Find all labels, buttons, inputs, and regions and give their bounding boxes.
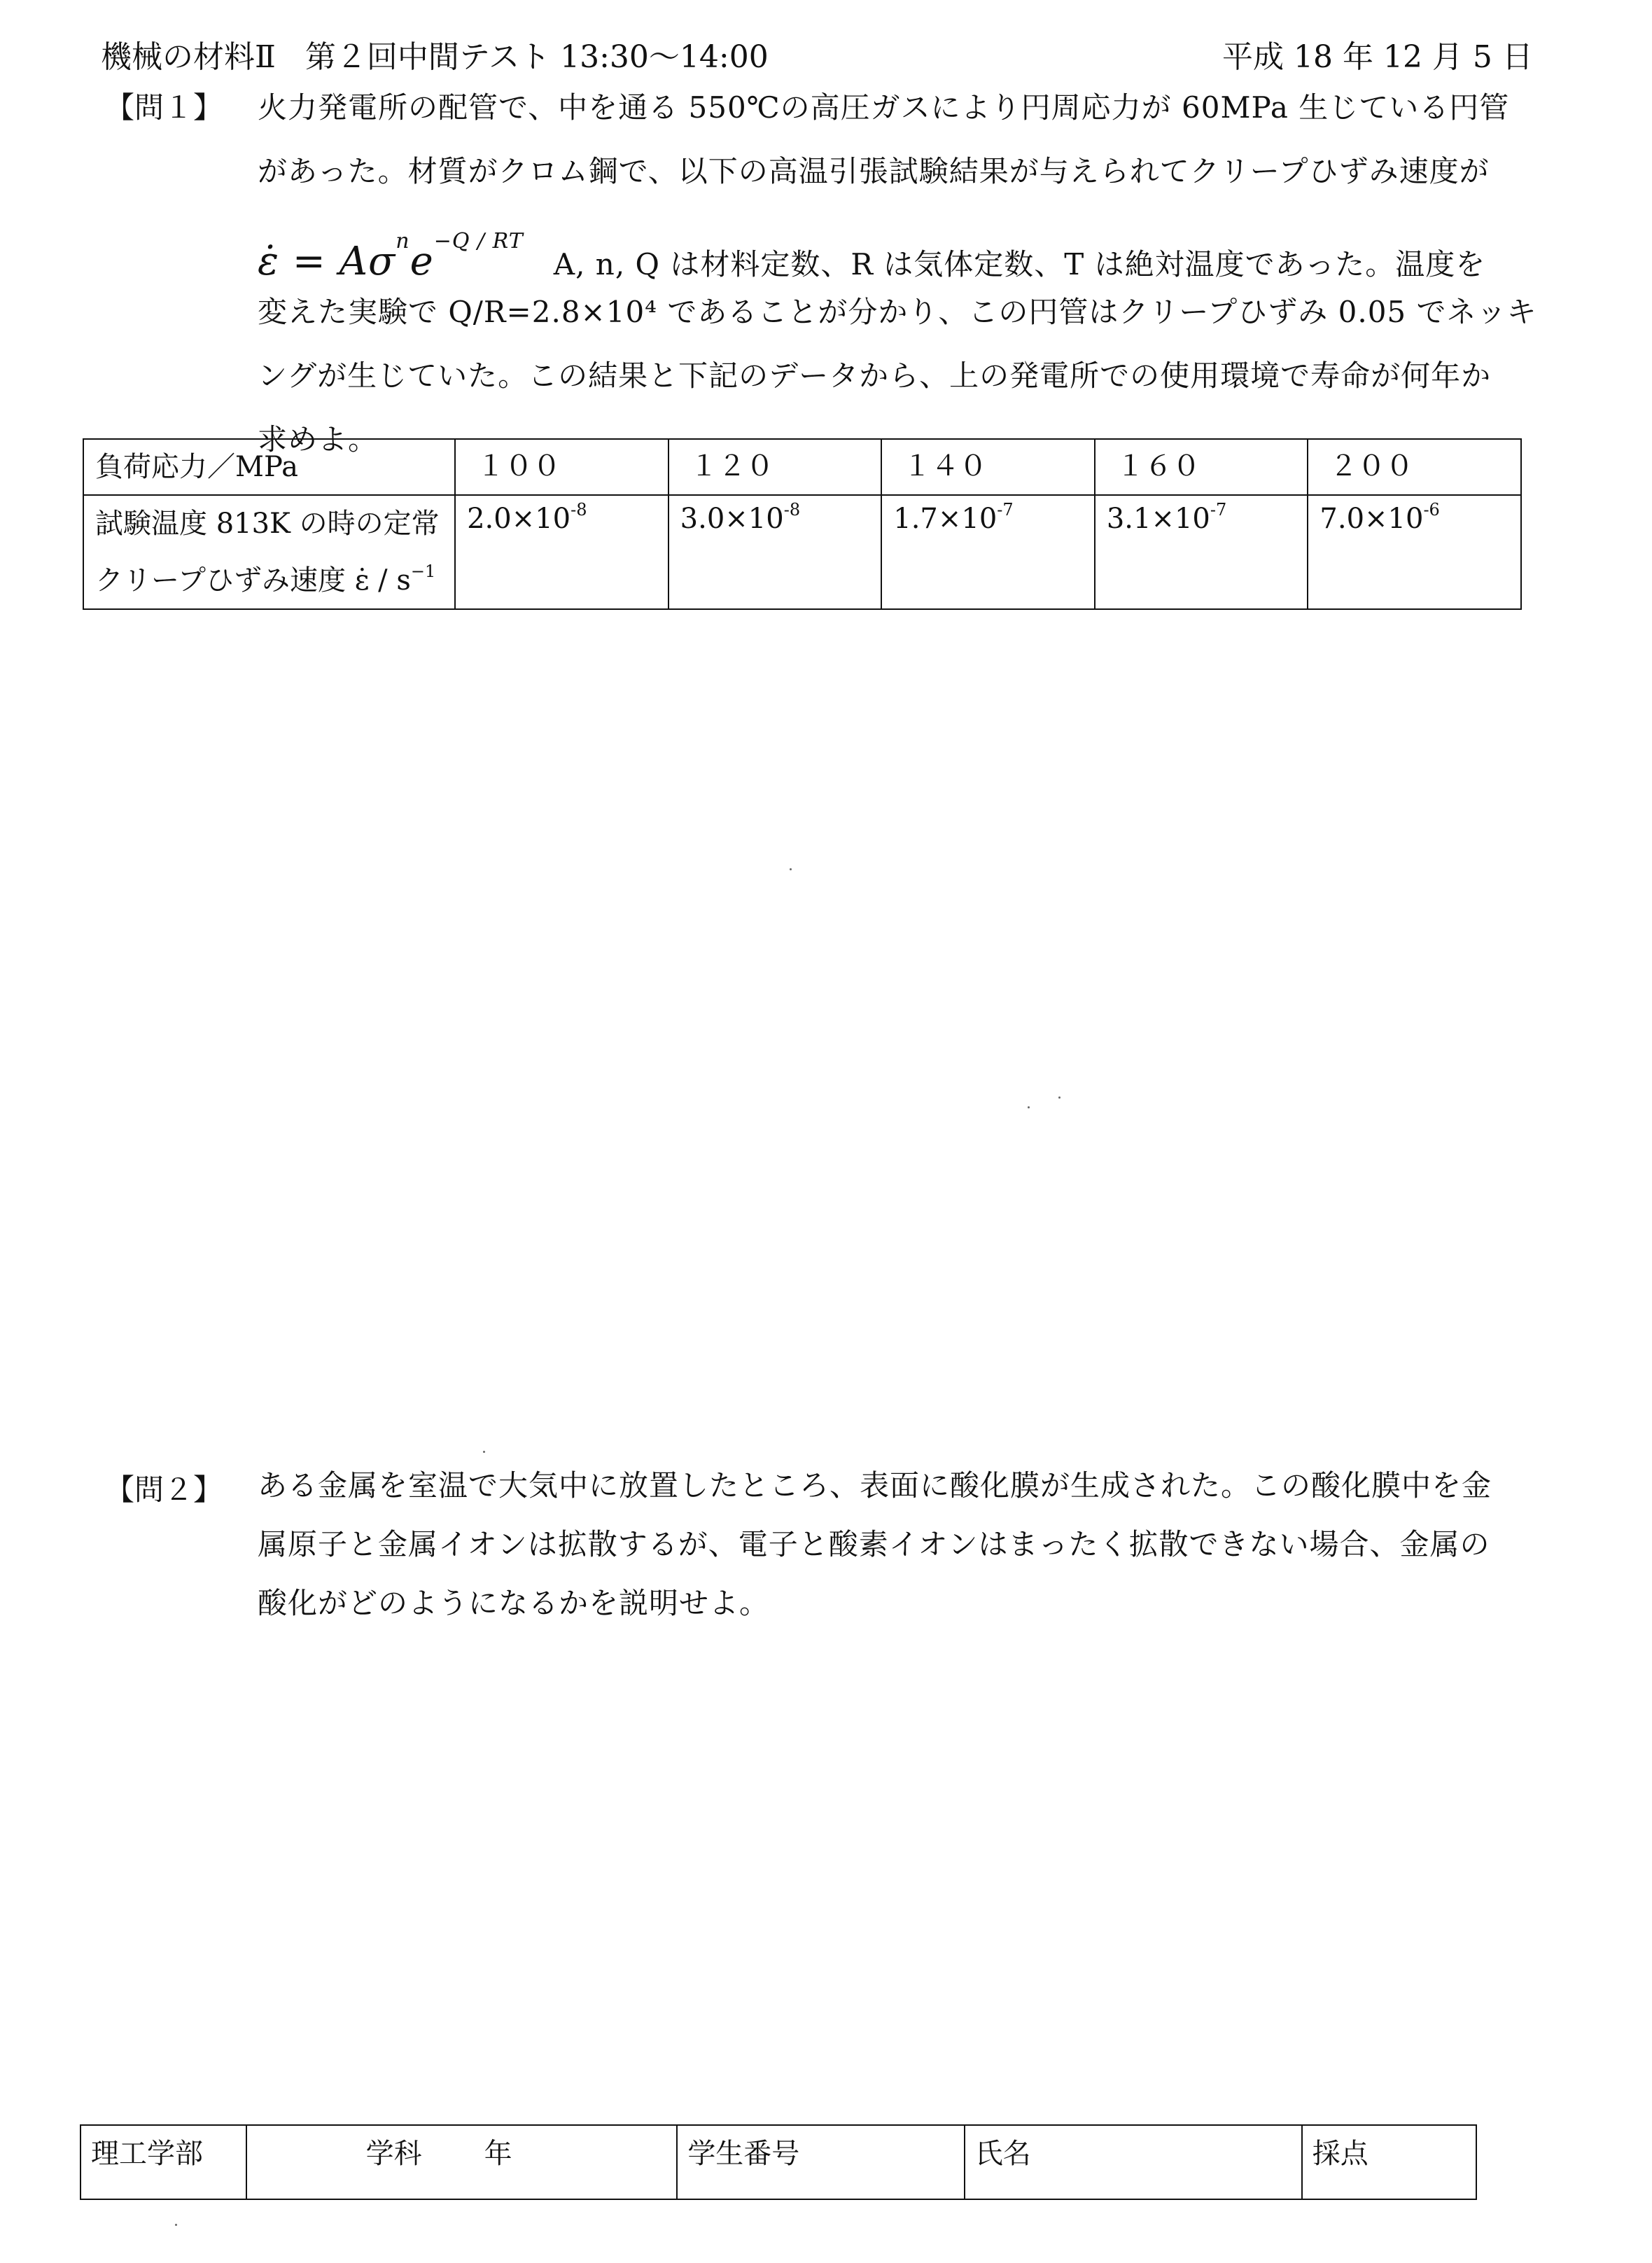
table-row (83, 439, 1521, 495)
stress-value: ２００ (1308, 439, 1521, 495)
q1-label: 【問１】 (105, 90, 223, 125)
stress-value: １２０ (668, 439, 882, 495)
q1-line: 求めよ。 (258, 422, 379, 457)
rate-value: $3.0\times 10^{-8}$ (668, 495, 882, 609)
q1-formula-line: ε̇ = $A\sigma^ne^{-Q / RT}$ A, n, Q は材料定数、R は気体定数、T は絶対温度であった。温度を (258, 229, 1486, 284)
student-number-cell[interactable]: 学生番号 (677, 2125, 964, 2199)
creep-formula: ε̇ = $A\sigma^ne^{-Q / RT}$ (258, 229, 524, 284)
rate-header: 試験温度 813K の時の定常 クリープひずみ速度 ε̇ / $s^{-1}$ (83, 495, 455, 609)
rate-value: $1.7\times 10^{-7}$ (881, 495, 1095, 609)
stress-value: １６０ (1095, 439, 1308, 495)
table-row (80, 2125, 1476, 2199)
score-cell: 採点 (1302, 2125, 1476, 2199)
stress-value: １４０ (881, 439, 1095, 495)
stress-value: １００ (455, 439, 668, 495)
rate-value: $3.1\times 10^{-7}$ (1095, 495, 1308, 609)
table-row (83, 495, 1521, 609)
q1-text (258, 76, 1537, 471)
q1-line: 火力発電所の配管で、中を通る 550℃の高圧ガスにより円周応力が 60MPa 生じている円管 (258, 90, 1510, 125)
q1-line: 変えた実験で Q/R=2.8×10⁴ であることが分かり、この円管はクリープひずみ 0.05 でネッキ (258, 295, 1537, 329)
name-cell[interactable]: 氏名 (965, 2125, 1302, 2199)
creep-data-table (83, 438, 1522, 610)
q2-label: 【問２】 (105, 1472, 223, 1507)
exam-date: 平成 18 年 12 月 5 日 (1222, 39, 1533, 75)
course-title: 機械の材料Ⅱ 第２回中間テスト 13:30～14:00 (101, 39, 769, 75)
rate-value: $7.0\times 10^{-6}$ (1308, 495, 1521, 609)
rate-value: $2.0\times 10^{-8}$ (455, 495, 668, 609)
q1-line: があった。材質がクロム鋼で、以下の高温引張試験結果が与えられてクリープひずみ速度が (258, 154, 1490, 188)
student-info-table (80, 2124, 1477, 2200)
q2-line: 属原子と金属イオンは拡散するが、電子と酸素イオンはまったく拡散できない場合、金属の (258, 1527, 1490, 1561)
q2-line: 酸化がどのようになるかを説明せよ。 (258, 1586, 770, 1620)
stress-header: 負荷応力／MPa (83, 439, 455, 495)
q2-text (258, 1456, 1518, 1633)
dept-year-cell[interactable]: 学科 年 (246, 2125, 678, 2199)
faculty-cell: 理工学部 (80, 2125, 246, 2199)
q1-line: ングが生じていた。この結果と下記のデータから、上の発電所での使用環境で寿命が何年か (258, 358, 1492, 393)
q2-line: ある金属を室温で大気中に放置したところ、表面に酸化膜が生成された。この酸化膜中を金 (258, 1468, 1492, 1503)
